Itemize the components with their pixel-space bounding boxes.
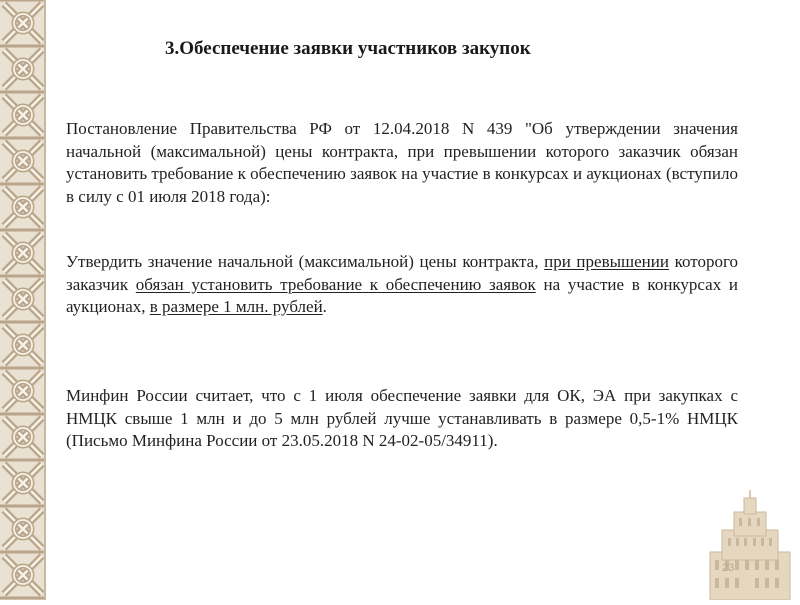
paragraph-approval-text: на участие в конкурсах и аукционах, (66, 274, 739, 316)
paragraph-approval (66, 251, 738, 319)
ornament-border-icon (0, 0, 46, 600)
slide-title: 3.Обеспечение заявки участников закупок (165, 38, 531, 59)
paragraph-approval-text: которого заказчик (66, 252, 739, 294)
underlined-exceeding: при превышении (544, 252, 669, 271)
underlined-obligation: обязан установить требование к обеспечению заявок (135, 274, 536, 294)
underlined-amount: в размере 1 млн. рублей (149, 297, 323, 316)
paragraph-approval-text: . (322, 297, 327, 316)
ornament-border (0, 0, 46, 600)
page-number: 23 (722, 562, 735, 574)
paragraph-approval-text: Утвердить значение начальной (максимальной) цены контракта, (66, 252, 545, 271)
paragraph-minfin: Минфин России считает, что с 1 июля обеспечение заявки для ОК, ЭА при закупках с НМЦК свыше 1 млн и до 5 млн рублей лучше устанавливать в размере 0,5-1% НМЦК (Письмо Минфина России от 23.05.2018 N 24-02-05/34911). (66, 386, 738, 450)
paragraph-decree: Постановление Правительства РФ от 12.04.2018 N 439 "Об утверждении значения начальной (максимальной) цены контракта, при превышении которого заказчик обязан установить требование к обеспечению заявок на участие в конкурсах и аукционах (вступило в силу с 01 июля 2018 года): (66, 119, 738, 206)
building-illustration (700, 490, 800, 600)
building-icon (700, 490, 800, 600)
